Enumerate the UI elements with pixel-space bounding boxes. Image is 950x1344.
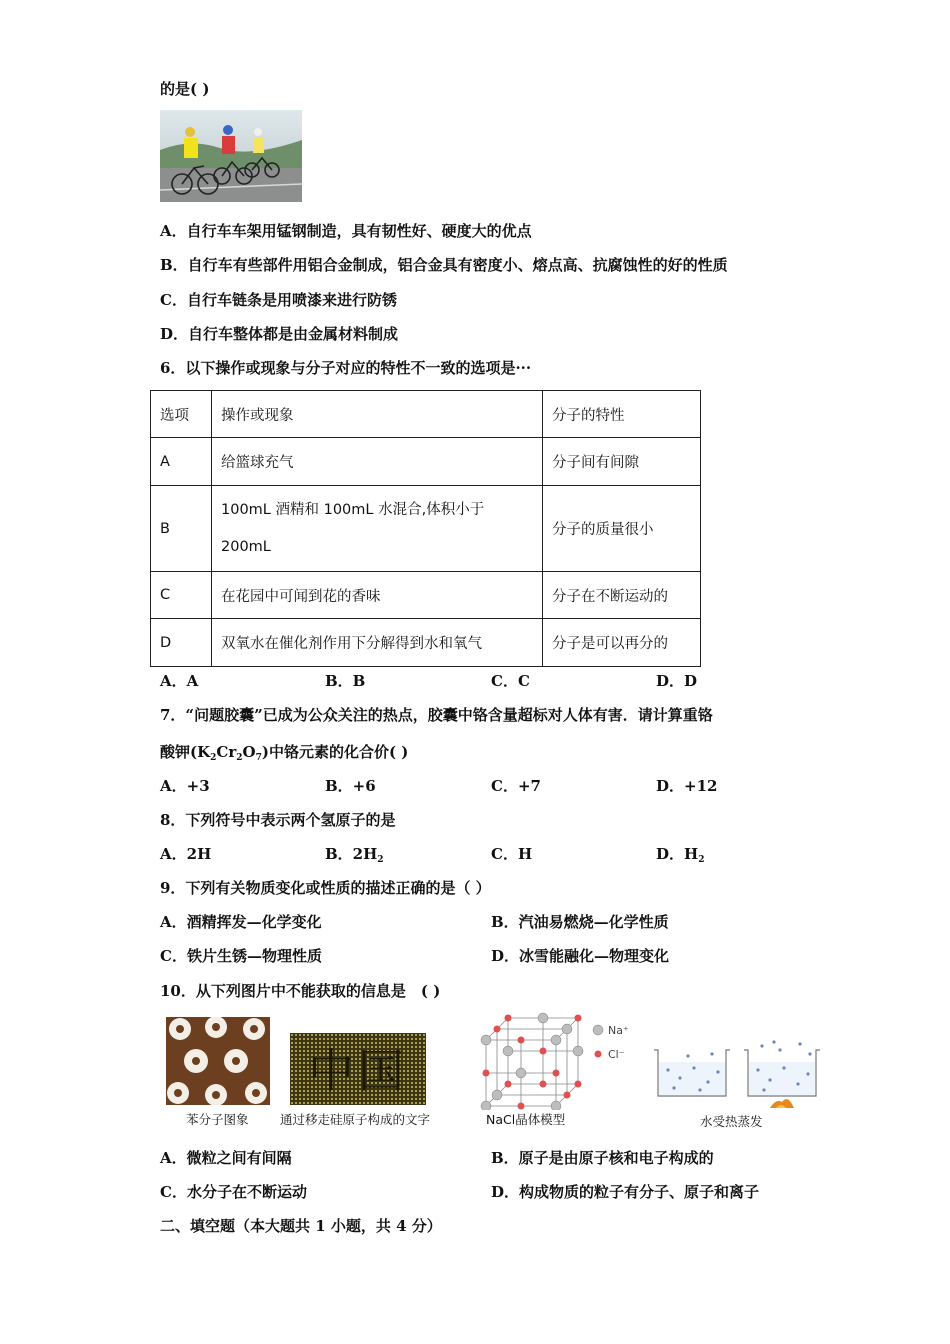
header-cell: 分子的特性 xyxy=(543,391,701,438)
row-property: 分子间有间隙 xyxy=(543,438,701,486)
q8-option-b xyxy=(325,843,384,865)
row-operation-line2: 200mL xyxy=(221,538,271,555)
q7-sub-k: 2 xyxy=(210,753,217,763)
q10-option-d: D．构成物质的粒子有分子、原子和离子 xyxy=(491,1183,760,1201)
table-row xyxy=(151,438,701,486)
q6-option-d: D．D xyxy=(656,672,698,690)
row-operation-line1: 100mL 酒精和 100mL 水混合,体积小于 xyxy=(221,501,485,518)
caption-benzene: 苯分子图象 xyxy=(186,1112,249,1127)
row-key: D xyxy=(151,619,212,667)
q9-option-a: A．酒精挥发—化学变化 xyxy=(160,913,322,931)
q8-option-d-sub: 2 xyxy=(698,855,705,865)
q7-option-b: B．+6 xyxy=(325,777,376,795)
table-row xyxy=(151,619,701,667)
q9-option-b: B．汽油易燃烧—化学性质 xyxy=(491,913,669,931)
q7-o: O xyxy=(242,743,256,761)
row-key: C xyxy=(151,572,212,619)
q10-option-c: C．水分子在不断运动 xyxy=(160,1183,307,1201)
q6-option-b: B．B xyxy=(325,672,366,690)
section-heading: 二、填空题（本大题共 1 小题，共 4 分） xyxy=(160,1217,442,1235)
q5-option-b: B．自行车有些部件用铝合金制成，铝合金具有密度小、熔点高、抗腐蚀性的好的性质 xyxy=(160,256,728,274)
q9-option-d: D．冰雪能融化—物理变化 xyxy=(491,947,670,965)
header-cell: 选项 xyxy=(151,391,212,438)
row-operation: 给篮球充气 xyxy=(212,438,543,486)
q8-option-d-text: D．H xyxy=(656,845,699,863)
q6-table xyxy=(150,390,701,667)
row-property: 分子的质量很小 xyxy=(543,486,701,572)
q8-option-b-text: B．2H xyxy=(325,845,378,863)
q7-option-a: A．+3 xyxy=(160,777,210,795)
row-operation: 在花园中可闻到花的香味 xyxy=(212,572,543,619)
q7-stem-line1: 7．“问题胶囊”已成为公众关注的热点，胶囊中铬含量超标对人体有害．请计算重铬 xyxy=(160,706,713,724)
q5-option-a: A．自行车车架用锰钢制造，具有韧性好、硬度大的优点 xyxy=(160,222,532,240)
q7-sub-o: 7 xyxy=(255,753,262,763)
row-property: 分子是可以再分的 xyxy=(543,619,701,667)
table-row xyxy=(151,486,701,572)
q10-stem: 10．从下列图片中不能获取的信息是 ( ) xyxy=(160,982,441,1000)
row-key: B xyxy=(151,486,212,572)
silicon-image xyxy=(290,1033,426,1109)
water-evaporation-image xyxy=(650,1040,826,1114)
q8-option-a: A．2H xyxy=(160,845,212,863)
q10-option-b: B．原子是由原子核和电子构成的 xyxy=(491,1149,714,1167)
benzene-image xyxy=(166,1017,270,1109)
q8-option-c: C．H xyxy=(491,845,533,863)
table-header-row xyxy=(151,391,701,438)
q6-stem: 6．以下操作或现象与分子对应的特性不一致的选项是··· xyxy=(160,359,532,377)
q7-cr: Cr xyxy=(216,743,237,761)
q8-option-d xyxy=(656,843,704,865)
q7-suffix: )中铬元素的化合价( ) xyxy=(261,743,409,761)
q7-option-c: C．+7 xyxy=(491,777,541,795)
q7-prefix: 酸钾(K xyxy=(160,743,211,761)
legend-cl: Cl⁻ xyxy=(608,1048,625,1061)
caption-silicon: 通过移走硅原子构成的文字 xyxy=(280,1112,431,1127)
row-key: A xyxy=(151,438,212,486)
row-operation: 双氧水在催化剂作用下分解得到水和氧气 xyxy=(212,619,543,667)
q7-stem-line2 xyxy=(160,741,408,763)
row-operation xyxy=(212,486,543,572)
cyclists-photo xyxy=(160,110,302,202)
q7-sub-cr: 2 xyxy=(236,753,243,763)
q8-stem: 8．下列符号中表示两个氢原子的是 xyxy=(160,811,396,829)
question-fragment: 的是( ) xyxy=(160,80,210,98)
table-row xyxy=(151,572,701,619)
caption-nacl: NaCl晶体模型 xyxy=(486,1112,566,1127)
q8-option-b-sub: 2 xyxy=(377,855,384,865)
q6-option-c: C．C xyxy=(491,672,530,690)
row-property: 分子在不断运动的 xyxy=(543,572,701,619)
legend-na: Na⁺ xyxy=(608,1024,629,1037)
q10-option-a: A．微粒之间有间隔 xyxy=(160,1149,292,1167)
caption-water: 水受热蒸发 xyxy=(700,1114,763,1129)
nacl-crystal-model xyxy=(478,1010,638,1114)
header-cell: 操作或现象 xyxy=(212,391,543,438)
q7-option-d: D．+12 xyxy=(656,777,718,795)
q6-option-a: A．A xyxy=(160,672,199,690)
silicon-word: 中国 xyxy=(308,1044,408,1098)
q5-option-c: C．自行车链条是用喷漆来进行防锈 xyxy=(160,291,397,309)
q9-stem: 9．下列有关物质变化或性质的描述正确的是（ ） xyxy=(160,879,491,897)
q5-option-d: D．自行车整体都是由金属材料制成 xyxy=(160,325,399,343)
q9-option-c: C．铁片生锈—物理性质 xyxy=(160,947,322,965)
